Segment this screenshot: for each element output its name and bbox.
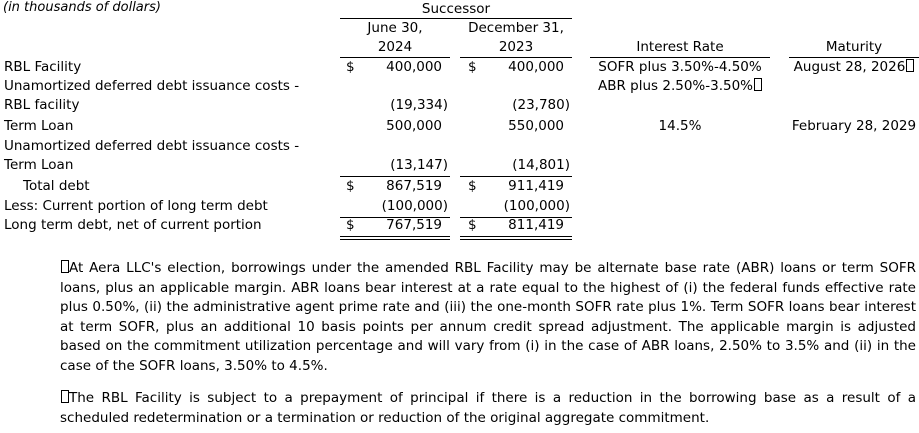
footnote-marker-icon (61, 390, 69, 403)
row-label-total-debt: Total debt (23, 178, 90, 194)
footnote-marker-icon (906, 59, 914, 72)
rbl-facility-dec-value: 400,000 (508, 59, 564, 75)
col1-header-line2: 2024 (377, 39, 413, 55)
total-double-rule (460, 236, 572, 240)
term-loan-june-value: 500,000 (386, 118, 442, 134)
row-label-unamortized-rbl-line2: RBL facility (4, 97, 80, 113)
units-note: (in thousands of dollars) (3, 0, 161, 15)
term-loan-dec-value: 550,000 (508, 118, 564, 134)
total-debt-dec-value: 911,419 (508, 178, 564, 194)
dollar-sign: $ (346, 217, 355, 233)
current-portion-dec-value: (100,000) (503, 198, 570, 214)
row-label-current-portion: Less: Current portion of long term debt (4, 198, 268, 214)
col2-header-line1: December 31, (468, 20, 564, 36)
rbl-facility-rate-sofr: SOFR plus 3.50%-4.50% (598, 59, 762, 75)
term-loan-rate: 14.5% (658, 118, 702, 134)
footnote-2: The RBL Facility is subject to a prepayment of principal if there is a reduction in the borrowing base as a result of a scheduled redetermination or a termination or reduction of the original aggregate commitment. (60, 390, 916, 426)
dollar-sign: $ (346, 178, 355, 194)
rbl-facility-rate-abr: ABR plus 2.50%-3.50% (590, 77, 770, 96)
row-label-unamortized-rbl: Unamortized deferred debt issuance costs - (4, 78, 300, 94)
unamortized-rbl-dec-value: (23,780) (512, 97, 570, 113)
row-label-long-term-net: Long term debt, net of current portion (4, 217, 262, 233)
total-double-rule (340, 236, 450, 240)
row-label-unamortized-term: Unamortized deferred debt issuance costs - (4, 138, 300, 154)
row-label-term-loan: Term Loan (4, 118, 74, 134)
dollar-sign: $ (468, 217, 477, 233)
unamortized-term-june-value: (13,147) (390, 157, 448, 173)
rbl-facility-maturity: August 28, 2026 (789, 58, 919, 77)
period-group-header: Successor (421, 1, 491, 17)
interest-rate-header: Interest Rate (636, 39, 724, 55)
dollar-sign: $ (468, 178, 477, 194)
total-debt-june-value: 867,519 (386, 178, 442, 194)
row-label-rbl-facility: RBL Facility (4, 59, 82, 75)
long-term-net-dec-value: 811,419 (508, 217, 564, 233)
unamortized-term-dec-value: (14,801) (512, 157, 570, 173)
row-label-unamortized-term-line2: Term Loan (4, 157, 74, 173)
dollar-sign: $ (346, 59, 355, 75)
rbl-facility-june-value: 400,000 (386, 59, 442, 75)
dollar-sign: $ (468, 59, 477, 75)
footnote-1: At Aera LLC's election, borrowings under the amended RBL Facility may be alternate base rate (ABR) loans or term SOFR loans, plus an applicable margin. ABR loans bear interest at a rate equal to the highest of (i) the federal funds effective rate plus 0.50%, (ii) the administrative agent prime rate and (iii) the one-month SOFR rate plus 1%. Term SOFR loans bear interest at term SOFR, plus an additional 10 basis points per annum credit spread adjustment. The applicable margin is adjusted based on the commitment utilization percentage and will vary from (i) in the case of ABR loans, 2.50% to 3.5% and (ii) in the case of the SOFR loans, 3.50% to 4.5%. (60, 260, 916, 374)
term-loan-maturity: February 28, 2029 (791, 118, 917, 134)
long-term-net-june-value: 767,519 (386, 217, 442, 233)
col2-header-line2: 2023 (498, 39, 534, 55)
unamortized-rbl-june-value: (19,334) (390, 97, 448, 113)
col1-header-line1: June 30, (367, 20, 423, 36)
maturity-header: Maturity (825, 39, 883, 55)
footnote-marker-icon (754, 78, 762, 91)
current-portion-june-value: (100,000) (381, 198, 448, 214)
footnote-marker-icon (61, 260, 69, 273)
